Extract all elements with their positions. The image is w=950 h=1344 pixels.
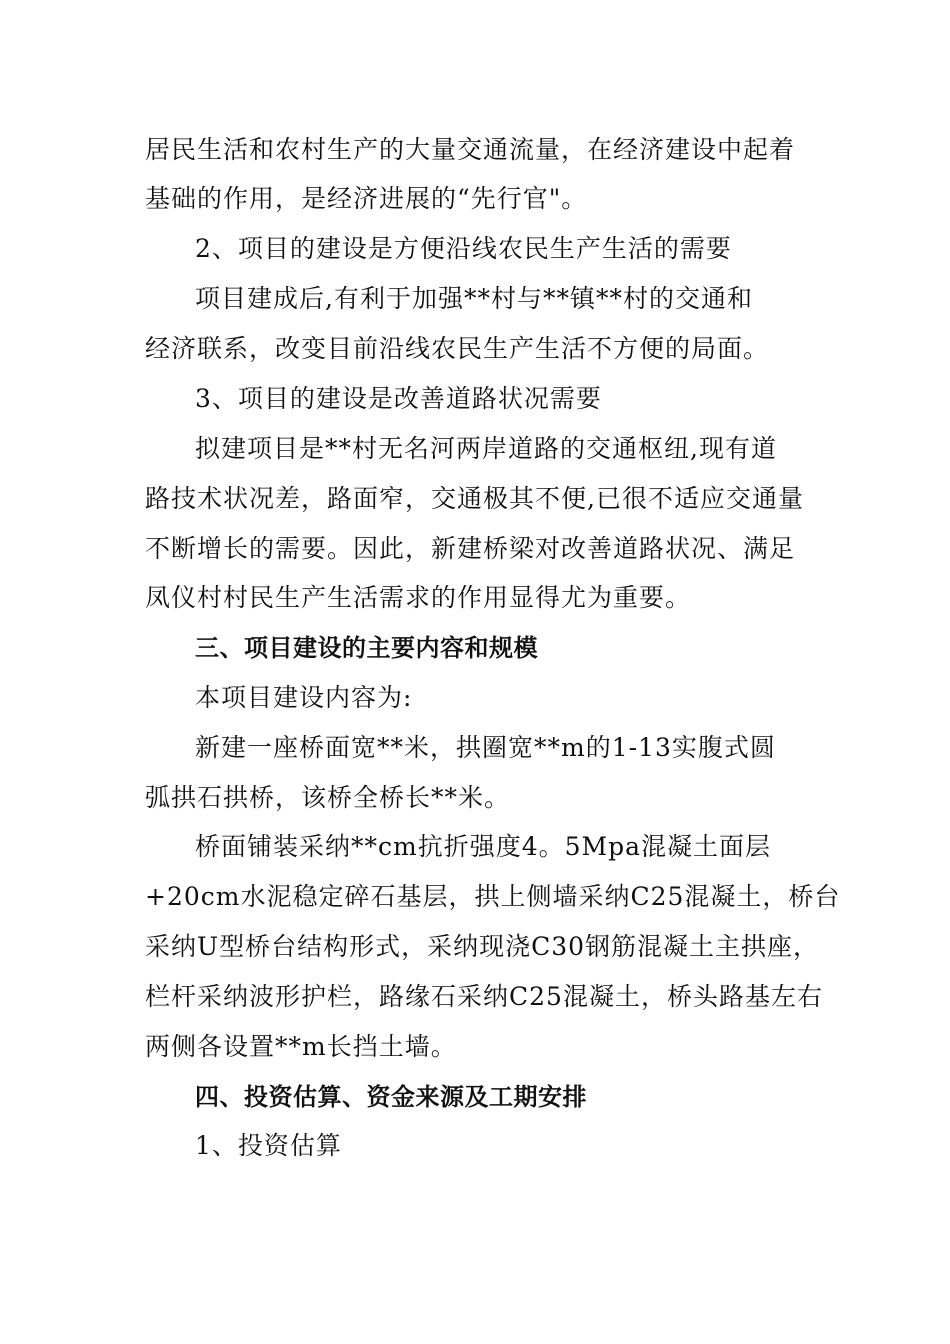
- subsection-heading: 1、投资估算: [195, 1131, 342, 1160]
- paragraph-line: 拟建项目是**村无名河两岸道路的交通枢纽,现有道: [195, 434, 777, 463]
- paragraph-line: 凤仪村村民生产生活需求的作用显得尤为重要。: [145, 583, 692, 612]
- section-heading: 四、投资估算、资金来源及工期安排: [195, 1083, 587, 1111]
- paragraph-line: 路技术状况差，路面窄，交通极其不便,已很不适应交通量: [145, 484, 804, 513]
- paragraph-line: 不断增长的需要。因此，新建桥梁对改善道路状况、满足: [145, 534, 796, 563]
- paragraph-line: 两侧各设置**m长挡土墙。: [145, 1032, 457, 1061]
- paragraph-line: 采纳U型桥台结构形式，采纳现浇C30钢筋混凝土主拱座，: [145, 932, 820, 961]
- paragraph-line: +20cm水泥稳定碎石基层，拱上侧墙采纳C25混凝土，桥台: [145, 882, 841, 911]
- paragraph-line: 桥面铺装采纳**cm抗折强度4。5Mpa混凝土面层: [195, 832, 772, 861]
- paragraph-line: 弧拱石拱桥，该桥全桥长**米。: [145, 783, 511, 812]
- paragraph-line: 新建一座桥面宽**米，拱圈宽**m的1-13实腹式圆: [195, 733, 776, 762]
- paragraph-line: 经济联系，改变目前沿线农民生产生活不方便的局面。: [145, 334, 770, 363]
- subsection-heading: 2、项目的建设是方便沿线农民生产生活的需要: [195, 234, 732, 263]
- paragraph-line: 栏杆采纳波形护栏，路缘石采纳C25混凝土，桥头路基左右: [145, 982, 823, 1011]
- paragraph-line: 本项目建设内容为:: [195, 683, 413, 712]
- paragraph-line: 项目建成后,有利于加强**村与**镇**村的交通和: [195, 284, 753, 313]
- subsection-heading: 3、项目的建设是改善道路状况需要: [195, 384, 602, 413]
- section-heading: 三、项目建设的主要内容和规模: [195, 634, 538, 662]
- paragraph-line: 居民生活和农村生产的大量交通流量，在经济建设中起着: [145, 135, 796, 164]
- paragraph-line: 基础的作用，是经济进展的“先行官"。: [145, 184, 588, 213]
